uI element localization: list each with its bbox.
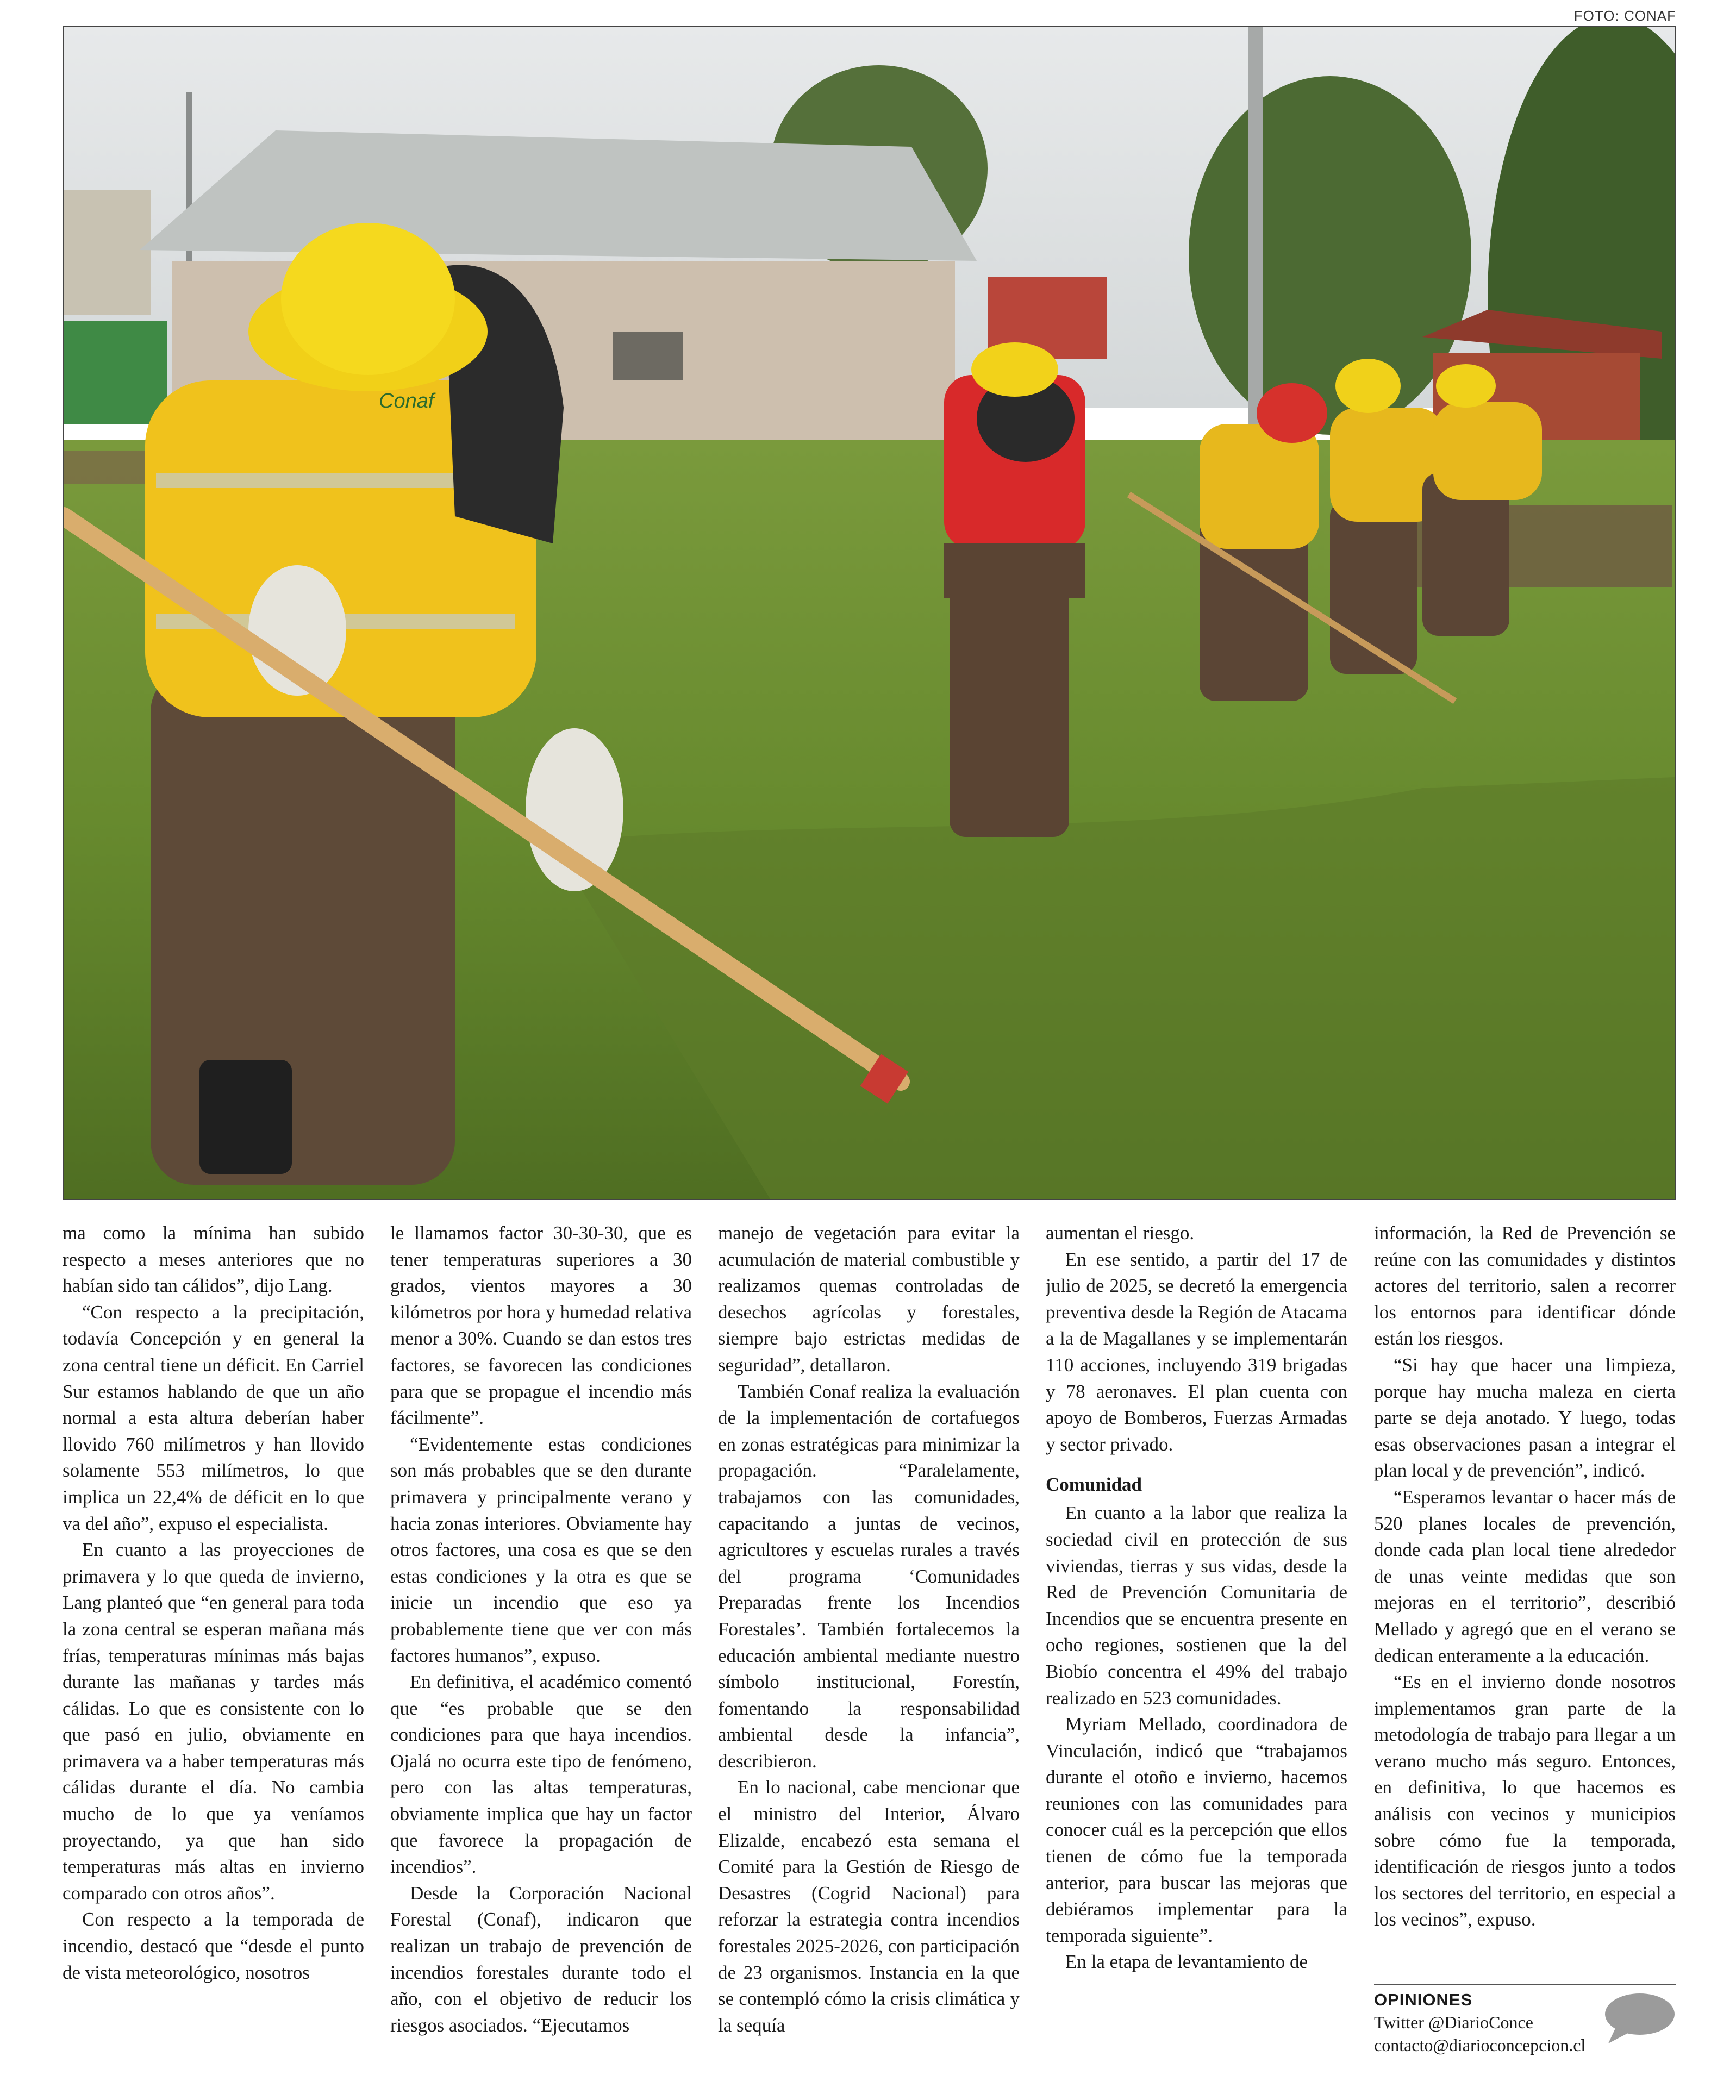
column-4 bbox=[1046, 1220, 1347, 2073]
column-5 bbox=[1374, 1220, 1676, 2073]
paragraph: En la etapa de levantamiento de bbox=[1065, 1951, 1308, 1973]
paragraph: En definitiva, el académico comentó que “es probable que se den condiciones para que haya incendios. Ojalá no ocurra este tipo de fenómeno, pero con las altas temperaturas, obviamente implica que hay un factor que favorece la propagación de incendios”. bbox=[390, 1671, 692, 1878]
paragraph: Con respecto a la temporada de incendio, destacó que “desde el punto de vista meteorológico, nosotros bbox=[63, 1909, 364, 1983]
paragraph: También Conaf realiza la evaluación de la implementación de cortafuegos en zonas estratégicas para minimizar la propagación. “Paralelamente, trabajamos con las comunidades, capacitando a juntas de vecinos, agricultores y escuelas rurales a través del programa ‘Comunidades Preparadas frente los Incendios Forestales’. También fortalecemos la educación ambiental mediante nuestro símbolo institucional, Forestín, fomentando la responsabilidad ambiental desde la infancia”, describieron. bbox=[718, 1380, 1020, 1772]
paragraph: “Evidentemente estas condiciones son más probables que se den durante primavera y principalmente verano y hacia zonas interiores. Obviamente hay otros factores, una cosa es que se den estas condiciones y la otra es que se inicie un incendio que eso ya probablemente tiene que ver con más factores humanos”, expuso. bbox=[390, 1433, 692, 1666]
column-2 bbox=[390, 1220, 692, 2073]
shed-window bbox=[613, 332, 683, 380]
opinions-box bbox=[1374, 1984, 1676, 2071]
paragraph: aumentan el riesgo. bbox=[1046, 1222, 1195, 1243]
brigadista-red-jacket bbox=[944, 342, 1085, 837]
twitter-handle[interactable]: Twitter @DiarioConce bbox=[1374, 2012, 1533, 2032]
photo-credit: FOTO: CONAF bbox=[1573, 8, 1676, 24]
column-3 bbox=[718, 1220, 1020, 2073]
green-truck bbox=[64, 321, 167, 424]
opinions-title: OPINIONES bbox=[1374, 1990, 1473, 2009]
paragraph: Myriam Mellado, coordinadora de Vinculación, indicó que “trabajamos durante el otoño e invierno, hacemos reuniones con las comunidades para conocer cuál es la percepción que ellos tienen de cómo fue la temporada anterior, para buscar las mejoras que debiéramos implementar para la temporada siguiente”. bbox=[1046, 1714, 1347, 1946]
paragraph: En lo nacional, cabe mencionar que el ministro del Interior, Álvaro Elizalde, encabezó esta semana el Comité para la Gestión de Riesgo de Desastres (Cogrid Nacional) para reforzar la estrategia contra incendios forestales 2025-2026, con participación de 23 organismos. Instancia en la que se contempló cómo la crisis climática y la sequía bbox=[718, 1777, 1020, 2036]
speech-bubble-icon bbox=[1600, 1991, 1676, 2046]
brigadista-yellow-2 bbox=[1200, 383, 1327, 701]
column-1 bbox=[63, 1220, 364, 2073]
helmet-logo-text: Conaf bbox=[379, 390, 434, 412]
utility-pole bbox=[1248, 27, 1263, 440]
article-body bbox=[63, 1220, 1676, 2073]
paragraph: En cuanto a la labor que realiza la sociedad civil en protección de sus viviendas, tierras y sus vidas, desde la Red de Prevención Comunitaria de Incendios que se encuentra presente en ocho regiones, sostienen que la del Biobío concentra el 49% del trabajo realizado en 523 comunidades. bbox=[1046, 1502, 1347, 1709]
paragraph: “Si hay que hacer una limpieza, porque hay mucha maleza en cierta parte se deja anotado. Y luego, todas esas observaciones pasan a integrar el plan local y de prevención”, indicó. bbox=[1374, 1354, 1676, 1482]
shed-roof bbox=[140, 130, 977, 261]
paragraph: le llamamos factor 30-30-30, que es tener temperaturas superiores a 30 grados, vientos mayores a 30 kilómetros por hora y humedad relativa menor a 30%. Cuando se dan estos tres factores, se favorecen las condiciones para que se propague el incendio más fácilmente”. bbox=[390, 1222, 692, 1429]
paragraph: información, la Red de Prevención se reúne con las comunidades y distintos actores del territorio, salen a recorrer los entornos para identificar dónde están los riesgos. bbox=[1374, 1222, 1676, 1349]
paragraph: Desde la Corporación Nacional Forestal (Conaf), indicaron que realizan un trabajo de prevención de incendios forestales durante todo el año, con el objetivo de reducir los riesgos asociados. “Ejecutamos bbox=[390, 1882, 692, 2036]
paragraph: “Esperamos levantar o hacer más de 520 planes locales de prevención, donde cada plan local tiene alrededor de unas veinte medidas que son mejoras en el territorio”, describió Mellado y agregó que en el verano se dedican enteramente a la educación. bbox=[1374, 1486, 1676, 1666]
paragraph: “Es en el invierno donde nosotros implementamos gran parte de la metodología de trabajo para llegar a un verano mucho más seguro. Entonces, en definitiva, lo que hacemos es análisis con vecinos y municipios sobre cómo fue la temporada, identificación de riesgos junto a todos los sectores del territorio, en especial a los vecinos”, expuso. bbox=[1374, 1671, 1676, 1930]
section-heading: Comunidad bbox=[1046, 1474, 1142, 1496]
paragraph: “Con respecto a la precipitación, todavía Concepción y en general la zona central tiene un déficit. En Carriel Sur estamos hablando de que un año normal a esta altura deberían haber llovido 760 milímetros y han llovido solamente 553 milímetros, lo que implica un 22,4% de déficit en lo que va del año”, expuso el especialista. bbox=[63, 1301, 364, 1534]
brigade-photo bbox=[63, 26, 1676, 1200]
contact-email[interactable]: contacto@diarioconcepcion.cl bbox=[1374, 2035, 1586, 2055]
tree bbox=[1189, 76, 1471, 435]
paragraph: manejo de vegetación para evitar la acumulación de material combustible y realizamos quemas controladas de desechos agrícolas y forestales, siempre bajo estrictas medidas de seguridad”, detallaron. bbox=[718, 1222, 1020, 1376]
paragraph: En cuanto a las proyecciones de primavera y lo que queda de invierno, Lang planteó que “en general para toda la zona central se esperan mañana más frías, temperaturas mínimas más bajas durante las mañanas y tardes más cálidas. Lo que es consistente con lo que pasó en julio, obviamente en primavera va a haber temperaturas más cálidas durante el día. No cambia mucho de lo que ya veníamos proyectando, ya que han sido temperaturas más altas en invierno comparado con otros años”. bbox=[63, 1539, 364, 1904]
paragraph: ma como la mínima han subido respecto a meses anteriores que no habían sido tan cálidos”, dijo Lang. bbox=[63, 1222, 364, 1297]
paragraph: En ese sentido, a partir del 17 de julio de 2025, se decretó la emergencia preventiva desde la Región de Atacama a la de Magallanes y se implementarán 110 acciones, incluyendo 319 brigadas y 78 aeronaves. El plan cuenta con apoyo de Bomberos, Fuerzas Armadas y sector privado. bbox=[1046, 1248, 1347, 1455]
house bbox=[64, 190, 151, 315]
